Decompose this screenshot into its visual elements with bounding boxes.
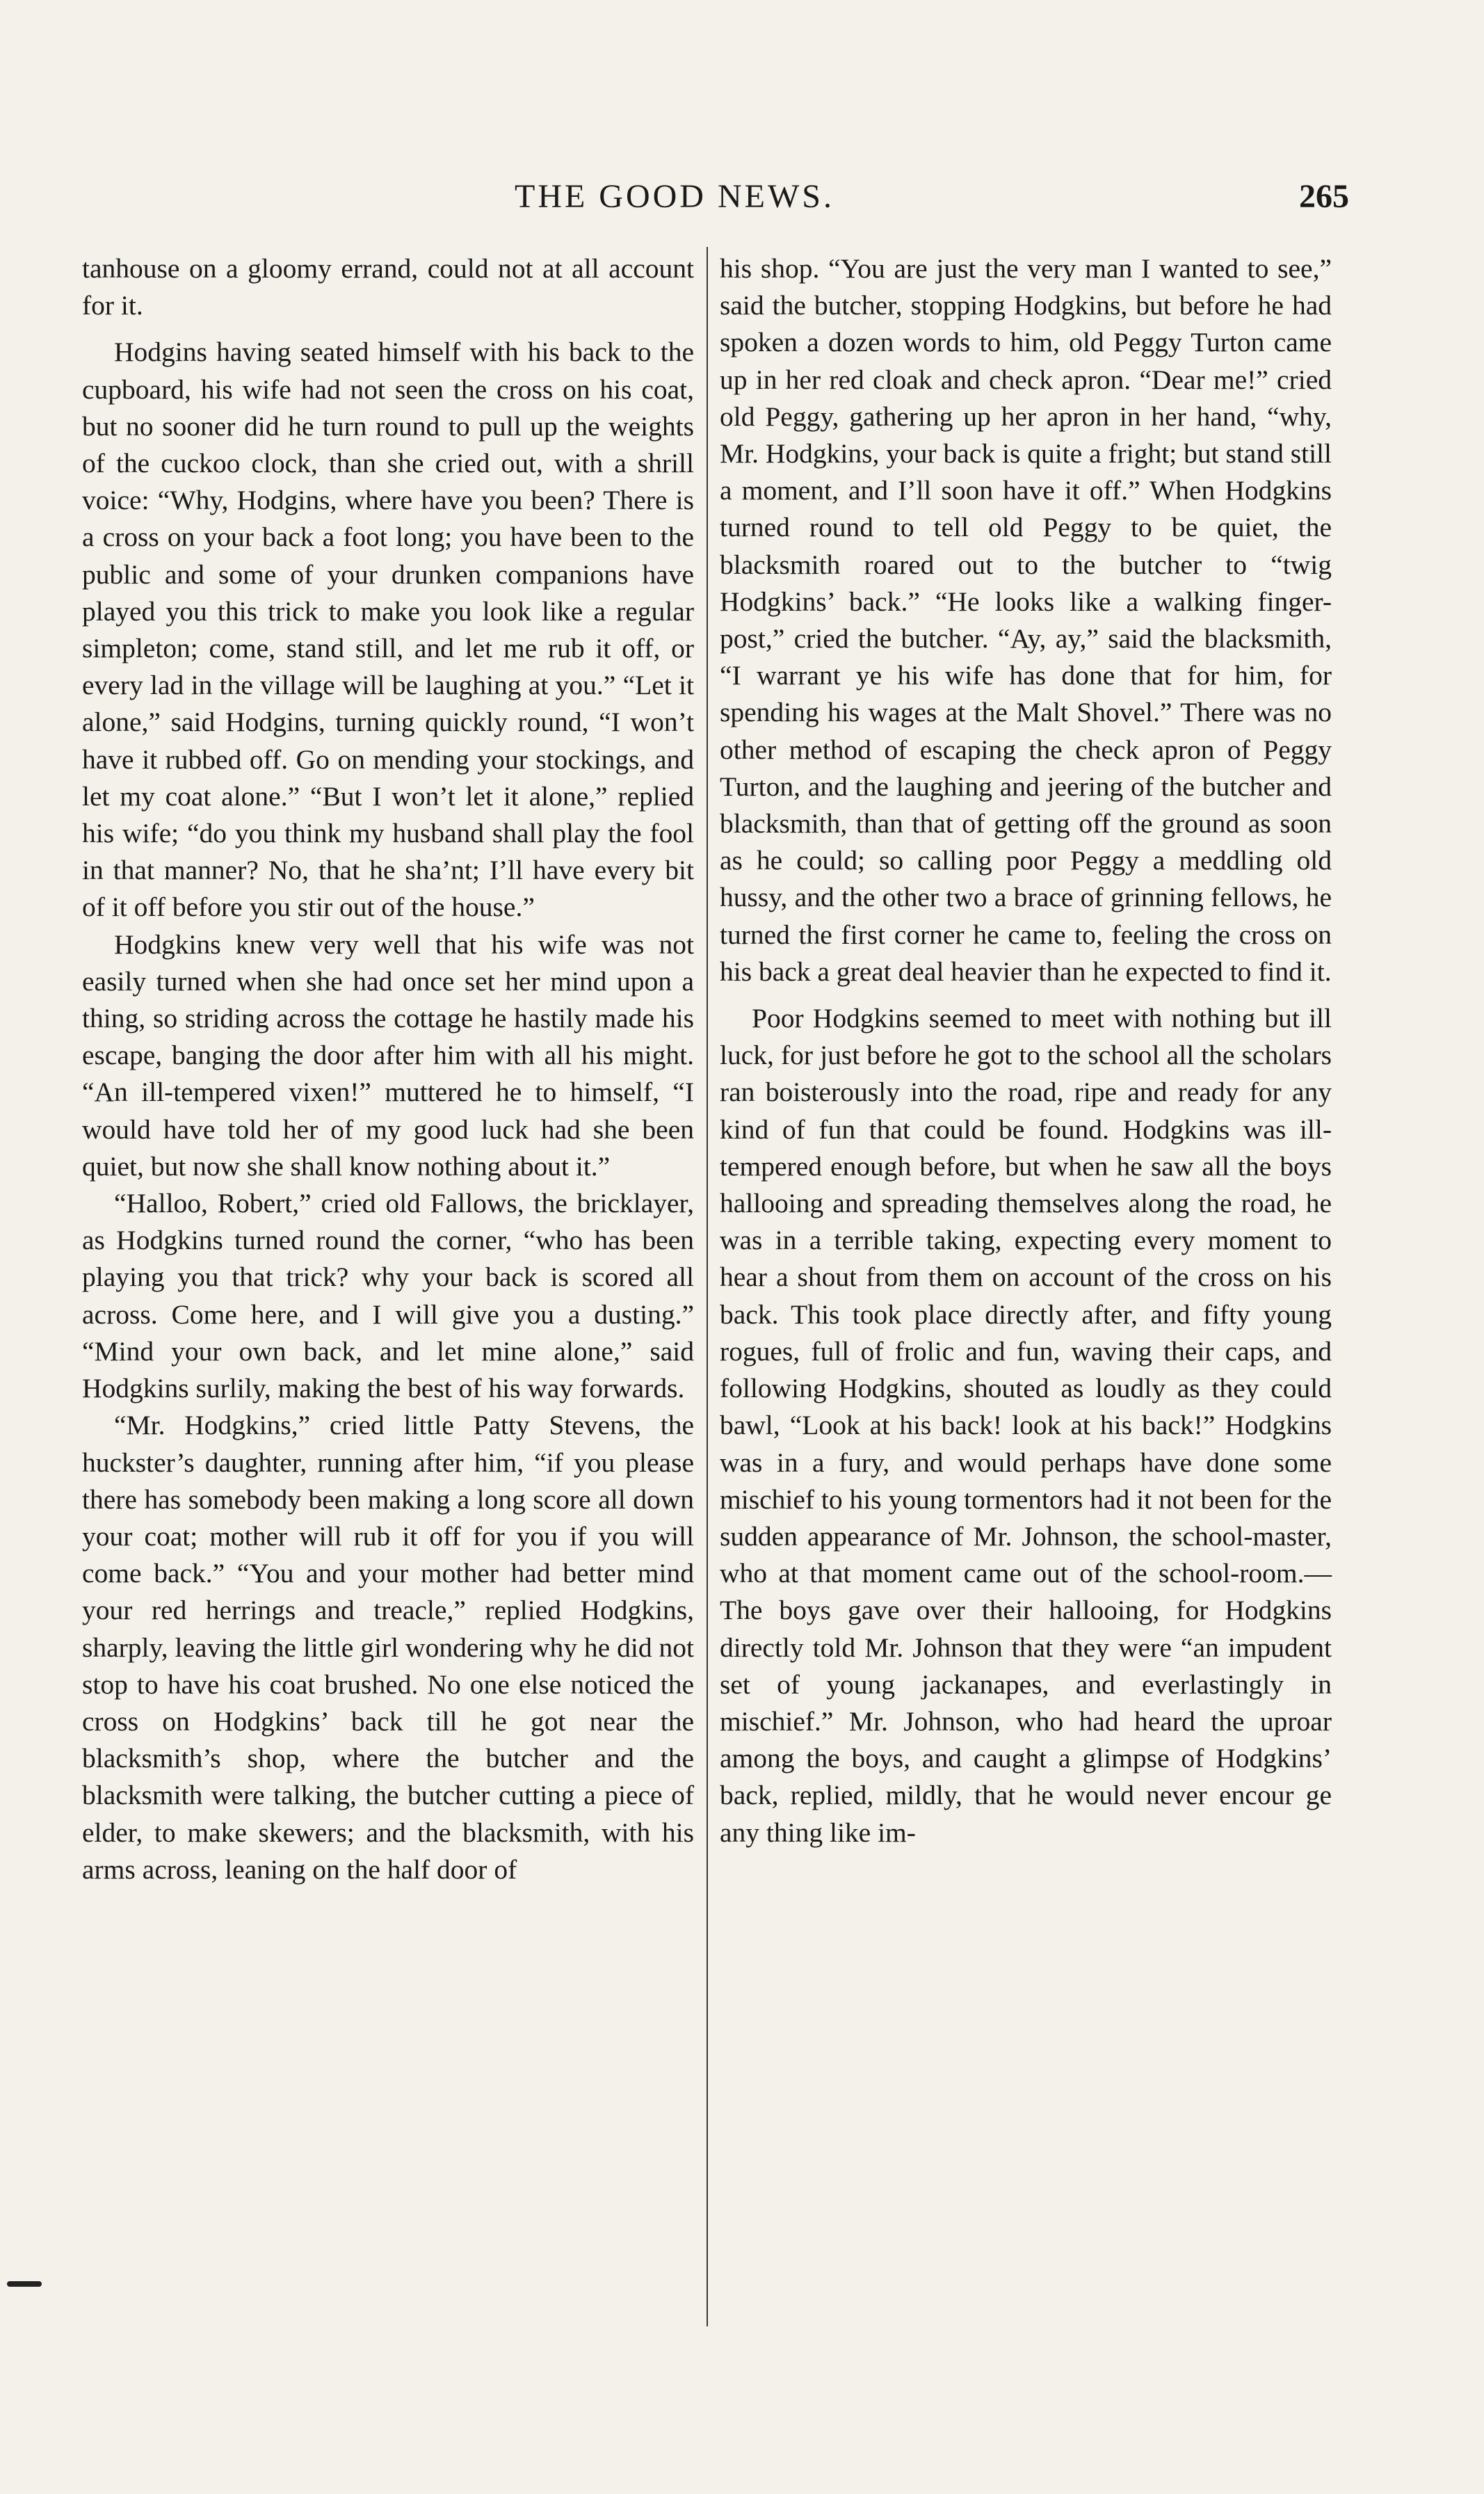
left-column [82,250,694,1888]
paragraph: Hodgkins knew very well that his wife was not easily turned when she had once set her mind upon a thing, so striding across the cottage he hastily made his escape, banging the door after him with all his might. “An ill-tempered vixen!” muttered he to himself, “I would have told her of my good luck had she been quiet, but now she shall know nothing about it.” [82,928,694,1182]
paragraph: “Mr. Hodgkins,” cried little Patty Stevens, the huckster’s daughter, running after him, “if you please there has somebody been making a long score all down your coat; mother will rub it off for you if you will come back.” “You and your mother had better mind your red herrings and treacle,” replied Hodgkins, sharply, leaving the little girl wondering why he did not stop to have his coat brushed. No one else noticed the cross on Hodgkins’ back till he got near the blacksmith’s shop, where the butcher and the blacksmith were talking, the butcher cutting a piece of elder, to make skewers; and the blacksmith, with his arms across, leaning on the half door of [82,1410,694,1885]
paragraph: his shop. “You are just the very man I wanted to see,” said the butcher, stopping Hodgkins, but before he had spoken a dozen words to him, old Peggy Turton came up in her red cloak and check apron. “Dear me!” cried old Peggy, gathering up her apron in her hand, “why, Mr. Hodgkins, your back is quite a fright; but stand still a moment, and I’ll soon have it off.” When Hodgkins turned round to tell old Peggy to be quiet, the blacksmith roared out to the butcher to “twig Hodgkins’ back.” “He looks like a walking finger-post,” cried the butcher. “Ay, ay,” said the blacksmith, “I warrant ye his wife has done that for him, for spending his wages at the Malt Shovel.” There was no other method of escaping the check apron of Peggy Turton, and the laughing and jeering of the butcher and blacksmith, than that of getting off the ground as soon as he could; so calling poor Peggy a meddling old hussy, and the other two a brace of grinning fellows, he turned the first corner he came to, feeling the cross on his back a great deal heavier than he expected to find it. [720,253,1332,987]
page-number: 265 [1299,178,1349,215]
paragraph: “Halloo, Robert,” cried old Fallows, the bricklayer, as Hodgkins turned round the corner, “who has been playing you that trick? why your back is scored all across. Come here, and I will give you a dusting.” “Mind your own back, and let mine alone,” said Hodgkins surlily, making the best of his way forwards. [82,1188,694,1404]
paragraph: tanhouse on a gloomy errand, could not at all account for it. [82,253,694,321]
right-column [720,250,1332,1851]
paragraph: Hodgins having seated himself with his back to the cupboard, his wife had not seen the cross on his coat, but no sooner did he turn round to pull up the weights of the cuckoo clock, than she cried out, with a shrill voice: “Why, Hodgins, where have you been? There is a cross on your back a foot long; you have been to the public and some of your drunken companions have played you this trick to make you look like a regular simpleton; come, stand still, and let me rub it off, or every lad in the village will be laughing at you.” “Let it alone,” said Hodgins, turning quickly round, “I won’t have it rubbed off. Go on mending your stockings, and let my coat alone.” “But I won’t let it alone,” replied his wife; “do you think my husband shall play the fool in that manner? No, that he sha’nt; I’ll have every bit of it off before you stir out of the house.” [82,337,694,923]
margin-mark [7,2281,42,2287]
page-header [515,177,1349,226]
paragraph: Poor Hodgkins seemed to meet with nothing but ill luck, for just before he got to the school all the scholars ran boisterously into the road, ripe and ready for any kind of fun that could be found. Hodgkins was ill-tempered enough before, but when he saw all the boys hallooing and spreading themselves along the road, he was in a terrible taking, expecting every moment to hear a shout from them on account of the cross on his back. This took place directly after, and fifty young rogues, full of frolic and fun, waving their caps, and following Hodgkins, shouted as loudly as they could bawl, “Look at his back! look at his back!” Hodgkins was in a fury, and would perhaps have done some mischief to his young tormentors had it not been for the sudden appearance of Mr. Johnson, the school-master, who at that moment came out of the school-room.— The boys gave over their hallooing, for Hodgkins directly told Mr. Johnson that they were “an impudent set of young jackanapes, and everlastingly in mischief.” Mr. Johnson, who had heard the uproar among the boys, and caught a glimpse of Hodgkins’ back, replied, mildly, that he would never encour ge any thing like im- [720,1003,1332,1848]
column-divider [707,247,708,2326]
running-title: THE GOOD NEWS. [515,178,834,215]
